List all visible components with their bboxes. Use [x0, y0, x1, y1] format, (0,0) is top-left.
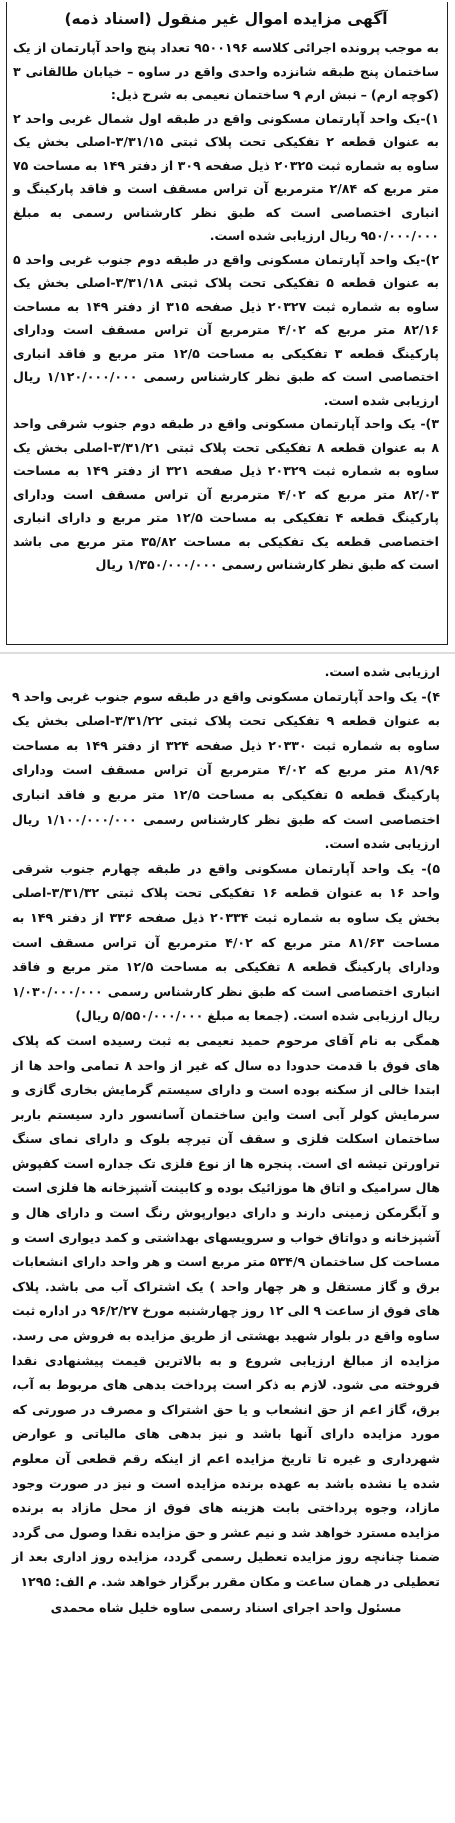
notice-box-bottom	[6, 660, 448, 1820]
item-1: ۱)-یک واحد آپارتمان مسکونی واقع در طبقه اول شمال غربی واحد ۲ به عنوان قطعه ۲ تفکیکی تحت پلاک ثبتی ۳/۳۱/۱۵-اصلی بخش یک ساوه به شماره ثبت ۲۰۳۲۵ ذیل صفحه ۳۰۹ از دفتر ۱۴۹ به مساحت ۷۵ متر مربع که ۲/۸۴ مترمربع آن تراس مسقف است و فاقد پارکینگ و انباری اختصاصی است که طبق نظر کارشناس رسمی به مبلغ ۹۵۰/۰۰۰/۰۰۰ ریال ارزیابی شده است.	[13, 110, 439, 243]
column-break	[0, 648, 455, 658]
signature-line: مسئول واحد اجرای اسناد رسمی ساوه خلیل شاه محمدی	[50, 1599, 402, 1615]
notice-intro: به موجب پرونده اجرائی کلاسه ۹۵۰۰۱۹۶ تعداد پنج واحد آپارتمان از یک ساختمان پنج طبقه شانزده واحدی واقع در ساوه – خیابان طالقانی ۳ (کوچه ارم) – نبش ارم ۹ ساختمان نعیمی به شرح ذیل:	[13, 40, 439, 102]
notice-title: آگهی مزایده اموال غیر منقول (اسناد ذمه)	[64, 10, 388, 28]
item-5: ۵)- یک واحد آپارتمان مسکونی واقع در طبقه چهارم جنوب شرقی واحد ۱۶ به عنوان قطعه ۱۶ تفکیکی تحت پلاک ثبتی ۳/۳۱/۳۲-اصلی بخش یک ساوه به شماره ثبت ۲۰۳۳۴ ذیل صفحه ۳۳۶ از دفتر ۱۴۹ به مساحت ۸۱/۶۳ متر مربع که ۴/۰۲ مترمربع آن تراس مسقف است ودارای پارکینگ قطعه ۸ تفکیکی به مساحت ۱۲/۵ متر مربع و فاقد انباری اختصاصی است که طبق نظر کارشناس رسمی ۱/۰۳۰/۰۰۰/۰۰۰ ریال ارزیابی شده است. (جمعا به مبلغ ۵/۵۵۰/۰۰۰/۰۰۰ ریال)	[12, 860, 440, 1024]
notice-box-top	[6, 2, 448, 645]
notice-body: همگی به نام آقای مرحوم حمید نعیمی به ثبت رسیده است که پلاک های فوق با قدمت حدودا ده سال که غیر از واحد ۸ تمامی واحد ها از ابتدا خالی از سکنه بوده است و دارای سیستم گرمایش بخاری گازی و سرمایش کولر آبی است واین ساختمان آسانسور دارد سیستم باربر ساختمان اسکلت فلزی و سقف آن تیرچه بلوک و دارای نمای سنگ تراورتن تیشه ای است. پنجره ها از نوع فلزی تک جداره است کفپوش هال سرامیک و اتاق ها موزائیک بوده و کابینت آشپزخانه ها فلزی است و آبگرمکن زمینی دارند و دارای دیوارپوش رنگ است و دارای هال و آشپزخانه و دواتاق خواب و سرویسهای بهداشتی و کمد دیواری است و مساحت کل ساختمان ۵۳۴/۹ متر مربع است و هر واحد دارای انشعابات برق و گاز مستقل و هر چهار واحد ) یک اشتراک آب می باشد. پلاک های فوق از ساعت ۹ الی ۱۲ روز چهارشنبه مورخ ۹۶/۲/۲۷ در اداره ثبت ساوه واقع در بلوار شهید بهشتی از طریق مزایده به فروش می رسد. مزایده از مبالغ ارزیابی شروع و به بالاترین قیمت پیشنهادی نقدا فروخته می شود. لازم به ذکر است پرداخت بدهی های مربوط به آب، برق، گاز اعم از حق انشعاب و یا حق اشتراک و مصرف در صورتی که مورد مزایده دارای آنها باشد و نیز بدهی های مالیاتی و عوارض شهرداری و غیره تا تاریخ مزایده اعم از اینکه رقم قطعی آن معلوم شده یا نشده باشد به عهده برنده مزایده است و نیز در صورت وجود مازاد، وجوه پرداختی بابت هزینه های فوق از محل مازاد به برنده مزایده مسترد خواهد شد و نیم عشر و حق مزایده نقدا وصول می گردد ضمنا چنانچه روز مزایده تعطیل رسمی گردد، مزایده روز اداری بعد از تعطیلی در همان ساعت و مکان مقرر برگزار خواهد شد. م الف: ۱۲۹۵	[12, 1032, 441, 1589]
item-3-continued: ارزیابی شده است.	[324, 664, 440, 679]
item-4: ۴)- یک واحد آپارتمان مسکونی واقع در طبقه سوم جنوب غربی واحد ۹ به عنوان قطعه ۹ تفکیکی تحت پلاک ثبتی ۳/۳۱/۲۲-اصلی بخش یک ساوه به شماره ثبت ۲۰۳۳۰ ذیل صفحه ۳۲۴ از دفتر ۱۴۹ به مساحت ۸۱/۹۶ متر مربع که ۴/۰۲ مترمربع آن تراس مسقف است ودارای پارکینگ قطعه ۵ تفکیکی به مساحت ۱۲/۵ متر مربع و فاقد انباری اختصاصی است که طبق نظر کارشناس رسمی ۱/۱۰۰/۰۰۰/۰۰۰ ریال ارزیابی شده است.	[12, 688, 440, 852]
item-3: ۳)- یک واحد آپارتمان مسکونی واقع در طبقه دوم جنوب شرقی واحد ۸ به عنوان قطعه ۸ تفکیکی تحت پلاک ثبتی ۳/۳۱/۲۱-اصلی بخش یک ساوه به شماره ثبت ۲۰۳۲۹ ذیل صفحه ۳۲۱ از دفتر ۱۴۹ به مساحت ۸۲/۰۳ متر مربع که ۴/۰۲ مترمربع آن تراس مسقف است ودارای پارکینگ قطعه ۴ تفکیکی به مساحت ۱۲/۵ متر مربع و دارای انباری اختصاصی قطعه یک تفکیکی به مساحت ۳۵/۸۲ متر مربع می باشد است که طبق نظر کارشناس رسمی ۱/۳۵۰/۰۰۰/۰۰۰ ریال	[13, 416, 439, 572]
item-2: ۲)-یک واحد آپارتمان مسکونی واقع در طبقه دوم جنوب غربی واحد ۵ به عنوان قطعه ۵ تفکیکی تحت پلاک ثبتی ۳/۳۱/۱۸-اصلی بخش یک ساوه به شماره ثبت ۲۰۳۲۷ ذیل صفحه ۳۱۵ از دفتر ۱۴۹ به مساحت ۸۲/۱۶ متر مربع که ۴/۰۲ مترمربع آن تراس مسقف است ودارای پارکینگ قطعه ۳ تفکیکی به مساحت ۱۲/۵ متر مربع و فاقد انباری اختصاصی است که طبق نظر کارشناس رسمی ۱/۱۲۰/۰۰۰/۰۰۰ ریال ارزیابی شده است.	[13, 251, 439, 408]
